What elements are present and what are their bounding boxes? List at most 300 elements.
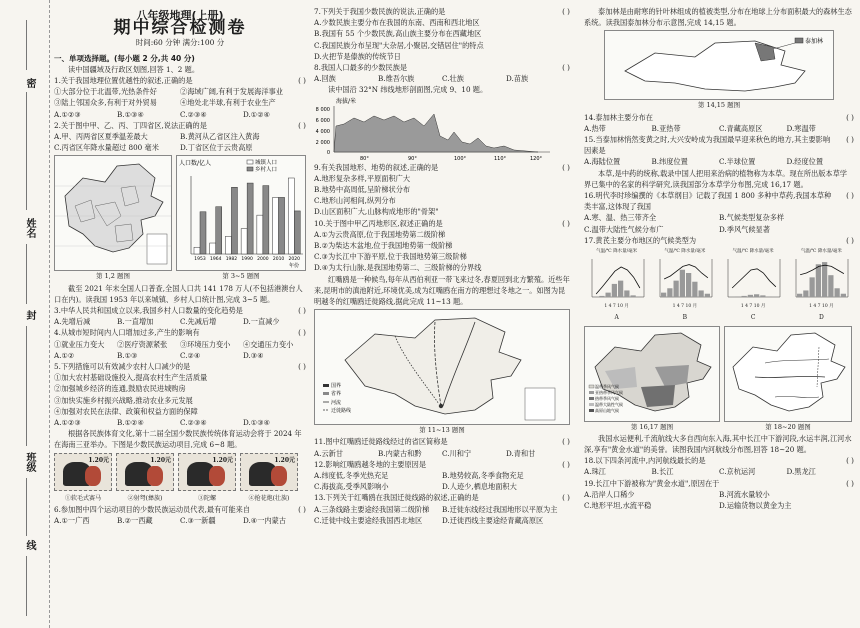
- option-d[interactable]: D.一直减少: [243, 317, 280, 327]
- climate-axis: 气温/℃ 降水量/毫米: [800, 249, 842, 255]
- passage-18-20: 我国水运便利,千流航线大多自西向东入海,其中长江中下游河段,水运丰润,江河水深,享有"黄金水道"的美誉。读图我国内河航线分布图,回答 18~20 题。: [584, 433, 852, 455]
- option-b[interactable]: B.①③: [117, 350, 138, 360]
- statement: ②医疗资源紧张: [117, 339, 168, 349]
- bar-rural-2010: [279, 198, 285, 255]
- question-stem: 17.黄芪主要分布地区的气候类型为: [584, 235, 697, 245]
- precip-bar: [686, 273, 691, 297]
- option-d[interactable]: D.人迹少,栖息地面积大: [442, 482, 517, 492]
- map-row: [584, 326, 854, 433]
- stamp-value: 1.20元: [150, 456, 171, 464]
- bar-year-label: 1964: [209, 257, 222, 263]
- question-8-options: [314, 73, 570, 84]
- answer-paren[interactable]: ( ): [298, 504, 306, 514]
- precip-bar: [810, 278, 815, 298]
- option-c[interactable]: C.海拔高,受季风影响小: [314, 482, 389, 492]
- chart-ylabel: 人口数/亿人: [179, 160, 212, 168]
- figure-caption: 第 3~5 题图: [222, 272, 260, 281]
- option-d[interactable]: D.迁徙西线主要途经青藏高原区: [442, 515, 544, 525]
- question-18: [584, 455, 854, 466]
- climate-label: D: [818, 314, 824, 322]
- passage-9-10: 读中国沿 32°N 纬线地形剖面图,完成 9、10 题。: [328, 85, 488, 95]
- bar-year-label: 1953: [194, 257, 206, 263]
- question-4: [54, 327, 306, 338]
- answer-paren[interactable]: ( ): [298, 306, 306, 316]
- bar-urban-1964: [210, 243, 216, 254]
- precip-bar: [680, 270, 685, 297]
- climate-map-figure: [584, 326, 720, 433]
- option-b[interactable]: B.②一西藏: [117, 516, 153, 526]
- question-2: [54, 120, 306, 131]
- binding-label-line: 线: [24, 540, 35, 550]
- answer-paren[interactable]: ( ): [298, 362, 306, 372]
- precip-bar: [816, 265, 821, 298]
- option-b[interactable]: B.纬度位置: [651, 157, 688, 167]
- option-c[interactable]: C.温带大陆性气候分布广: [584, 224, 664, 234]
- statement: ③加快实施乡村振兴战略,推动农业多元发展: [54, 395, 193, 405]
- answer-paren[interactable]: ( ): [846, 235, 854, 245]
- question-stem: 19.长江中下游被称为"黄金水道",原因在于: [584, 478, 720, 488]
- stamp-captions: [54, 493, 306, 504]
- statement: ②加强城乡经济的连通,鼓励农民进城购房: [54, 384, 186, 394]
- option-b[interactable]: B.维吾尔族: [378, 74, 415, 84]
- question-19: [584, 478, 854, 489]
- climate-legend: 温带大陆性气候: [595, 401, 623, 407]
- option-d[interactable]: D.丁省区位于云贵高原: [180, 143, 253, 153]
- column-2: [314, 6, 570, 526]
- temperature-line: [732, 269, 776, 288]
- climate-months: 1 4 7 10 月: [604, 304, 629, 310]
- bar-year-label: 1990: [241, 257, 253, 263]
- option-a[interactable]: A.甲、丙两省区夏季温差最大: [54, 132, 148, 142]
- precip-bar: [760, 296, 765, 298]
- page-title: 期中综合检测卷: [113, 18, 247, 39]
- question-1-statements: [54, 86, 306, 97]
- option-a[interactable]: A.海陆位置: [584, 157, 621, 167]
- column-3: [584, 6, 854, 511]
- option-c[interactable]: C.京杭运河: [719, 467, 756, 477]
- option-a[interactable]: A.云新甘: [314, 448, 344, 458]
- option-d[interactable]: D.④为太行山脉,是我国地势第二、三级阶梯的分界线: [314, 263, 482, 273]
- question-5: [54, 361, 306, 372]
- option-c[interactable]: C.青藏高原区: [719, 123, 763, 133]
- option-d[interactable]: D.火把节是傣族的传统节日: [314, 51, 401, 61]
- option-b[interactable]: B.地势较高,冬季食物充足: [442, 471, 524, 481]
- profile-ylabel: 海拔/米: [336, 97, 357, 105]
- precip-bar: [673, 281, 678, 297]
- profile-tick: 2 000: [315, 139, 330, 146]
- answer-paren[interactable]: ( ): [846, 135, 854, 145]
- precip-bar: [611, 284, 616, 297]
- option-a[interactable]: A.①为云贵高原,位于我国地势第二级阶梯: [314, 229, 446, 239]
- passage-11-13: 红嘴鸥是一种候鸟,每年从西伯利亚一带飞来过冬,春夏回到北方繁殖。近些年来,昆明市的滇池附近,环境优美,成为红嘴鸥在南方的理想过冬地之一。如图为昆明越冬的红嘴鸥迁徙路线,据此完成 11~13 题。: [314, 274, 570, 307]
- stamp-caption: ③陀螺: [197, 494, 216, 502]
- option-b[interactable]: B.迁徙东线经过我国地形以平原为主: [442, 504, 558, 514]
- option-b[interactable]: B.河流水量较小: [719, 489, 770, 499]
- answer-paren[interactable]: ( ): [298, 328, 306, 338]
- map-legend: 省界: [331, 391, 342, 398]
- profile-tick: 4 000: [315, 128, 330, 135]
- precip-bar: [742, 296, 747, 297]
- stamp-value: 1.20元: [274, 456, 295, 464]
- precip-bar: [698, 291, 703, 298]
- question-19-options: [584, 500, 854, 511]
- option-a[interactable]: A.①②: [54, 350, 75, 360]
- stamp-firecracker: [240, 453, 298, 491]
- question-stem: 1.关于我国地理位置优越性的叙述,正确的是: [54, 76, 193, 86]
- question-3-options: [54, 316, 306, 327]
- option-c[interactable]: C.②③④: [180, 109, 207, 119]
- bar-urban-2000: [257, 216, 263, 255]
- climate-label: A: [614, 314, 619, 322]
- question-6-options: [54, 515, 306, 526]
- option-c[interactable]: C.地形平坦,水流平稳: [584, 501, 652, 511]
- precip-bar: [748, 295, 753, 297]
- option-d[interactable]: D.运输货物以黄金为主: [719, 501, 792, 511]
- bar-rural-1982: [231, 188, 237, 255]
- question-stem: 2.关于图中甲、乙、丙、丁四省区,说法正确的是: [54, 120, 207, 130]
- binding-label-fold: 封: [24, 310, 35, 320]
- china-map-figure: [54, 155, 172, 282]
- option-a[interactable]: A.三条线路主要途经我国第二级阶梯: [314, 504, 430, 514]
- stamp-caption: ②射弩(彝族): [127, 494, 163, 502]
- climate-months: 1 4 7 10 月: [740, 304, 766, 310]
- question-1-statements: [54, 97, 306, 108]
- binding-line: [26, 244, 27, 304]
- answer-paren[interactable]: ( ): [562, 493, 570, 503]
- figure-caption: 第 16,17 题图: [630, 422, 674, 431]
- bar-year-label: 2000: [257, 257, 269, 263]
- question-1-options: [54, 109, 306, 120]
- question-18-options: [584, 466, 854, 477]
- stamp-row: [54, 453, 306, 491]
- legend-urban: 城镇人口: [255, 160, 278, 167]
- bar-rural-2020: [294, 211, 300, 254]
- question-1: [54, 75, 306, 86]
- passage-6-8: 根据各民族体育文化,第十二届全国少数民族传统体育运动会将于 2024 年在海南三亚举办。下图是少数民族运动项目,完成 6~8 题。: [54, 429, 302, 450]
- question-stem: 5.下列措施可以有效减少农村人口减少的是: [54, 362, 191, 372]
- climate-months: 1 4 7 10 月: [809, 304, 834, 310]
- figure-caption: 第 18~20 题图: [765, 422, 811, 431]
- binding-line: [26, 478, 27, 536]
- statement: ①大部分位于北温带,光热条件好: [54, 87, 157, 97]
- answer-paren[interactable]: ( ): [562, 459, 570, 469]
- legend-rural: 乡村人口: [255, 167, 278, 174]
- answer-paren[interactable]: ( ): [562, 162, 570, 172]
- option-a[interactable]: A.寒、温、热三带齐全: [584, 213, 657, 223]
- option-d[interactable]: D.①③④: [243, 418, 271, 428]
- question-16-options: [584, 212, 854, 223]
- question-19-options: [584, 489, 854, 500]
- section-title: 一、单项选择题。(每小题 2 分,共 40 分): [54, 53, 195, 63]
- option-b[interactable]: B.黄河从乙省区注入黄海: [180, 132, 260, 142]
- river-map: [724, 326, 852, 422]
- option-b[interactable]: B.长江: [651, 467, 674, 477]
- river-map-figure: [724, 326, 852, 433]
- precip-bar: [692, 282, 697, 297]
- option-c[interactable]: C.②④: [180, 350, 201, 360]
- population-chart-figure: [176, 155, 306, 282]
- passage-14-15: 泰加林是由耐寒的针叶林组成的植被类型,分布在地球上分布面积最大的森林生态系统。读我国泰加林分布示意图,完成 14,15 题。: [584, 7, 852, 28]
- question-stem: 7.下列关于我国少数民族的说法,正确的是: [314, 7, 446, 16]
- option-b[interactable]: B.①②④: [117, 418, 144, 428]
- precip-bar: [835, 289, 840, 298]
- column-1: [54, 6, 306, 526]
- precip-bar: [661, 293, 666, 297]
- precip-bar: [630, 296, 635, 298]
- terrain-profile: [314, 96, 570, 162]
- legend-urban-swatch: [247, 160, 253, 164]
- question-16: [584, 190, 854, 212]
- option-d[interactable]: D.①②④: [243, 109, 271, 119]
- bar-urban-2010: [273, 198, 279, 255]
- climate-legend: 热带季风气候: [595, 395, 619, 401]
- option-b[interactable]: B.②为柴达木盆地,位于我国地势第一级阶梯: [314, 241, 453, 251]
- climate-chart-c[interactable]: [721, 246, 786, 324]
- bar-rural-2000: [263, 186, 269, 254]
- option-b[interactable]: B.一直增加: [117, 317, 154, 327]
- option-a[interactable]: A.先增后减: [54, 317, 91, 327]
- precip-bar: [829, 275, 834, 297]
- precip-bar: [605, 293, 610, 297]
- precip-bar: [822, 262, 827, 297]
- figure-caption: 第 1,2 题图: [96, 272, 130, 281]
- statement: ①加大农村基础设施投入,提高农村生产生活质量: [54, 373, 208, 383]
- precip-bar: [705, 294, 710, 297]
- figure-caption: 第 11~13 题图: [419, 426, 465, 435]
- question-3: [54, 305, 306, 316]
- bar-urban-2020: [288, 178, 294, 254]
- option-d[interactable]: D.黑龙江: [786, 467, 816, 477]
- option-a[interactable]: A.①②③: [54, 418, 81, 428]
- question-9: [314, 162, 570, 173]
- climate-map: [584, 326, 720, 422]
- question-2-options: [54, 142, 306, 153]
- section-intro: 读中国疆域及行政区划图,回答 1、2 题。: [68, 64, 200, 74]
- answer-paren[interactable]: ( ): [846, 191, 854, 201]
- climate-axis: 气温/℃ 降水量/毫米: [732, 249, 774, 255]
- option-a[interactable]: A.①一广西: [54, 516, 90, 526]
- statement: ②海域广阔,有利于发展海洋事业: [180, 87, 283, 97]
- climate-chart-a[interactable]: [584, 246, 649, 324]
- climate-legend: 温带季风气候: [595, 383, 619, 389]
- question-17: [584, 235, 854, 246]
- precip-bar: [618, 281, 623, 297]
- binding-label-seal: 密: [24, 78, 35, 88]
- profile-xtick: 110°: [494, 155, 507, 162]
- option-d[interactable]: D.③④: [243, 350, 264, 360]
- question-stem: 18.以下四条河流中,内河航线最长的是: [584, 456, 706, 466]
- option-d[interactable]: D.经度位置: [786, 157, 824, 167]
- option-c[interactable]: C.③一新疆: [180, 516, 216, 526]
- bar-rural-1990: [247, 184, 253, 255]
- precip-bar: [841, 294, 846, 297]
- question-stem: 15.当泰加林悄然变黄之时,大兴安岭成为我国最早迎来秋色的地方,其主要影响因素是: [584, 135, 831, 156]
- climate-legend: 亚热带季风气候: [595, 389, 623, 395]
- option-d[interactable]: D.青和甘: [506, 448, 536, 458]
- figure-row: [54, 155, 306, 282]
- option-c[interactable]: C.壮族: [442, 74, 464, 84]
- answer-paren[interactable]: ( ): [846, 112, 854, 122]
- profile-tick: 6 000: [315, 117, 330, 124]
- statement: ③环境压力变小: [180, 339, 231, 349]
- taiga-map: [604, 30, 834, 100]
- question-10: [314, 218, 570, 229]
- option-a[interactable]: A.热带: [584, 123, 606, 133]
- question-16-options: [584, 224, 854, 235]
- stamp-value: 1.20元: [88, 456, 109, 464]
- answer-paren[interactable]: ( ): [846, 478, 854, 488]
- option-d[interactable]: D.季风气候显著: [719, 224, 770, 234]
- question-stem: 8.我国人口最多的少数民族是: [314, 63, 408, 73]
- profile-xtick: 100°: [454, 155, 467, 162]
- map-legend: 河流: [331, 400, 342, 407]
- option-c[interactable]: C.迁徙中线主要途经我国西北地区: [314, 515, 423, 525]
- question-4-statements: [54, 339, 306, 350]
- answer-paren[interactable]: ( ): [298, 76, 306, 86]
- precip-bar: [804, 291, 809, 298]
- answer-paren[interactable]: ( ): [562, 63, 570, 73]
- option-b[interactable]: B.气候类型复杂多样: [719, 213, 785, 223]
- bar-year-label: 2020: [288, 257, 301, 263]
- stamp-horse-racing: [54, 453, 112, 491]
- option-c[interactable]: C.川和宁: [442, 448, 472, 458]
- bar-urban-1990: [241, 229, 247, 254]
- question-8: [314, 62, 570, 73]
- statement: ④地处北半球,有利于农业生产: [180, 98, 276, 108]
- option-c[interactable]: C.丙省区年降水量超过 800 毫米: [54, 143, 159, 153]
- climate-label: B: [682, 314, 688, 322]
- question-13-options: [314, 504, 570, 515]
- option-b[interactable]: B.内蒙古和黔: [378, 448, 422, 458]
- option-a[interactable]: A.沿岸人口稀少: [584, 489, 635, 499]
- statement: ①就业压力变大: [54, 339, 105, 349]
- question-15: [584, 134, 854, 156]
- climate-chart-d[interactable]: [789, 246, 854, 324]
- option-a[interactable]: A.回族: [314, 74, 336, 84]
- option-a[interactable]: A.少数民族主要分布在我国的东南、西南和西北地区: [314, 18, 480, 28]
- question-11-options: [314, 448, 570, 459]
- option-c[interactable]: C.②③④: [180, 418, 207, 428]
- question-12-options: [314, 470, 570, 481]
- option-b[interactable]: B.我国有 55 个少数民族,高山族主要分布在西藏地区: [314, 29, 482, 39]
- answer-paren[interactable]: ( ): [562, 7, 570, 16]
- precip-bar: [667, 289, 672, 298]
- question-11: [314, 436, 570, 447]
- question-stem: 11.图中红嘴鸥迁徙路线经过的省区简称是: [314, 437, 448, 447]
- question-13: [314, 492, 570, 503]
- option-c[interactable]: C.地形山河相间,纵列分布: [314, 196, 396, 206]
- answer-paren[interactable]: ( ): [562, 437, 570, 447]
- binding-line: [26, 326, 27, 446]
- option-d[interactable]: D.寒温带: [786, 123, 816, 133]
- chart-xlabel: 年份: [289, 263, 300, 270]
- climate-legend: 高原山地气候: [595, 407, 619, 413]
- name-field-label: 姓名: [24, 218, 35, 238]
- question-5-options: [54, 417, 306, 428]
- bar-year-label: 1982: [225, 257, 238, 263]
- profile-xtick: 120°: [530, 155, 543, 162]
- climate-charts: [584, 246, 854, 324]
- option-a[interactable]: A.地形复杂多样,平原面积广大: [314, 173, 411, 183]
- climate-axis: 气温/℃ 降水量/毫米: [664, 249, 706, 255]
- question-stem: 10.关于图中甲乙丙地形区,叙述正确的是: [314, 218, 443, 228]
- answer-paren[interactable]: ( ): [562, 218, 570, 228]
- option-b[interactable]: B.地势中高周低,呈阶梯状分布: [314, 185, 411, 195]
- option-d[interactable]: D.④一内蒙古: [243, 516, 286, 526]
- answer-paren[interactable]: ( ): [298, 120, 306, 130]
- passage-3-5: 截至 2021 年末全国人口普查,全国人口共 141 178 万人(不包括港澳台人口在内)。读我国 1953 年以来城镇、乡村人口统计图,完成 3~5 题。: [54, 283, 303, 304]
- stamp-top: [178, 453, 236, 491]
- option-c[interactable]: C.先减后增: [180, 317, 217, 327]
- statement: ④加强对农民在法律、政策和权益方面的保障: [54, 406, 198, 416]
- stamp-caption: ①软毛式赛马: [64, 494, 101, 502]
- bar-urban-1953: [194, 248, 200, 255]
- question-stem: 9.有关我国地形、地势的叙述,正确的是: [314, 162, 439, 172]
- precip-bar: [754, 295, 759, 298]
- option-b[interactable]: B.①③④: [117, 109, 144, 119]
- climate-chart-b[interactable]: [652, 246, 717, 324]
- question-6: [54, 504, 306, 515]
- bar-year-label: 2010: [272, 257, 285, 263]
- profile-xtick: 90°: [408, 155, 417, 162]
- taiga-label: 泰加林: [805, 38, 824, 46]
- question-2-options: [54, 131, 306, 142]
- option-d[interactable]: D.苗族: [506, 74, 529, 84]
- question-4-options: [54, 350, 306, 361]
- precip-bar: [797, 294, 802, 297]
- option-a[interactable]: A.①②③: [54, 109, 81, 119]
- profile-xtick: 80°: [360, 155, 369, 162]
- option-c[interactable]: C.我国民族分布呈现"大杂居,小聚居,交错居住"的特点: [314, 40, 484, 50]
- option-a[interactable]: A.纬度低,冬季光热充足: [314, 471, 389, 481]
- china-admin-map: [54, 155, 172, 271]
- stamp-crossbow: [116, 453, 174, 491]
- binding-line: [26, 92, 27, 210]
- question-stem: 4.从城市短时间内人口增加过多,产生的影响有: [54, 328, 200, 338]
- question-13-options: [314, 515, 570, 526]
- class-field-label: 班级: [24, 452, 35, 472]
- profile-tick: 0: [326, 149, 330, 156]
- question-stem: 13.下列关于红嘴鸥在我国迁徙线路的叙述,正确的是: [314, 493, 479, 503]
- option-d[interactable]: D.山区面积广大,山脉构成地形的"骨架": [314, 207, 439, 217]
- question-stem: 14.泰加林主要分布在: [584, 112, 653, 122]
- binding-strip: [0, 0, 50, 628]
- option-c[interactable]: C.③为长江中下游平原,位于我国地势第三级阶梯: [314, 252, 467, 262]
- precip-bar: [599, 296, 604, 297]
- question-stem: 16.明代李时珍编撰的《本草纲目》记载了我国 1 800 多种中草药,我国本草种类丰富,这体现了我国: [584, 191, 832, 212]
- precip-bar: [735, 297, 740, 298]
- option-a[interactable]: A.珠江: [584, 467, 606, 477]
- grade-label: 八年级地理(上册): [136, 9, 224, 22]
- profile-tick: 8 000: [315, 106, 330, 113]
- option-b[interactable]: B.亚热带: [651, 123, 681, 133]
- statement: ④交通压力变小: [243, 339, 294, 349]
- legend-rural-swatch: [247, 167, 253, 171]
- question-7: [314, 6, 570, 17]
- precip-bar: [636, 297, 641, 298]
- stamp-caption: ④抢花炮(壮族): [248, 494, 290, 502]
- precip-bar: [624, 291, 629, 298]
- migration-map: [314, 309, 570, 425]
- stamp-value: 1.20元: [212, 456, 233, 464]
- question-14: [584, 112, 854, 123]
- answer-paren[interactable]: ( ): [846, 456, 854, 466]
- binding-line: [26, 556, 27, 616]
- option-c[interactable]: C.半球位置: [719, 157, 756, 167]
- precip-bar: [593, 297, 598, 298]
- map-legend: 迁徙路线: [331, 408, 352, 415]
- question-12: [314, 459, 570, 470]
